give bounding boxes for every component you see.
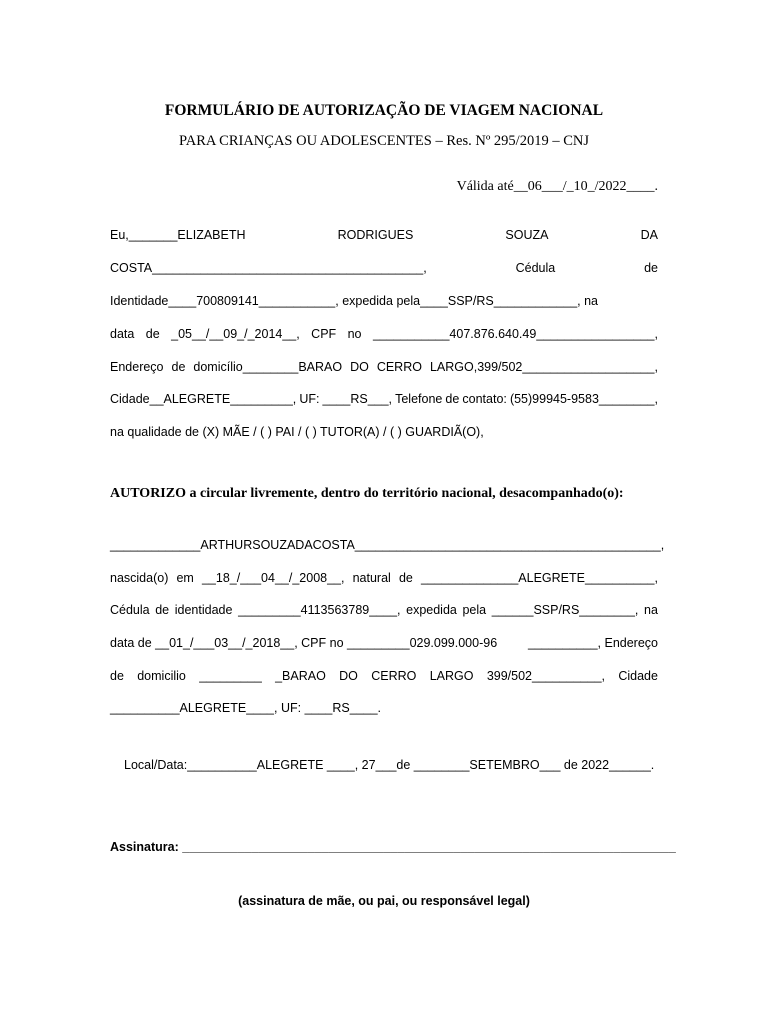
guardian-name-line <box>110 228 658 242</box>
minor-word: 399/502__________, <box>486 669 605 683</box>
guardian-surname-line <box>110 261 658 275</box>
minor-word: ______________ALEGRETE__________, <box>420 571 658 585</box>
minor-word: natural <box>352 571 391 585</box>
guardian-word: contato: <box>462 392 507 406</box>
guardian-word: ___________407.876.640.49_________________, <box>372 327 658 341</box>
minor-name-line <box>110 538 665 552</box>
minor-word: em <box>176 571 194 585</box>
minor-word: __18_/___04__/_2008__, <box>201 571 345 585</box>
minor-word: expedida <box>406 603 457 617</box>
minor-word: pela <box>462 603 487 617</box>
guardian-address-line <box>110 360 658 374</box>
minor-birth-line <box>110 571 658 585</box>
guardian-word: Endereço <box>110 360 164 374</box>
minor-address-line <box>110 669 658 683</box>
minor-word: data de __01_/___03__/_2018__, CPF no _________029.099.000-96 <box>110 636 498 650</box>
guardian-word: pela____SSP/RS____________, <box>396 294 581 308</box>
local-date-line: Local/Data:__________ALEGRETE ____, 27___de ________SETEMBRO___ de 2022______. <box>124 758 655 772</box>
minor-word: DO <box>339 669 358 683</box>
minor-word: _________ <box>199 669 262 683</box>
minor-word: nascida(o) <box>110 571 169 585</box>
minor-city-line: __________ALEGRETE____, UF: ____RS____. <box>110 701 382 715</box>
guardian-word: LARGO,399/502___________________, <box>429 360 658 374</box>
guardian-word: Telefone <box>395 392 443 406</box>
guardian-word: data <box>110 327 135 341</box>
minor-word: __________, Endereço <box>528 636 658 650</box>
minor-word: LARGO <box>429 669 474 683</box>
minor-word: DA <box>295 538 313 552</box>
guardian-word: Eu,_______ELIZABETH <box>110 228 246 242</box>
minor-word: identidade <box>174 603 233 617</box>
guardian-word: DA <box>640 228 658 242</box>
minor-word: domicilio <box>137 669 186 683</box>
guardian-word: CPF <box>311 327 337 341</box>
guardian-date-cpf-line <box>110 327 658 341</box>
validity-line: Válida até__06___/_10_/2022____. <box>456 179 658 194</box>
minor-word: CERRO <box>371 669 417 683</box>
guardian-word: Identidade____700809141___________, <box>110 294 339 308</box>
guardian-word: de <box>145 327 160 341</box>
guardian-word: expedida <box>342 294 393 308</box>
guardian-relationship-line: na qualidade de (X) MÃE / ( ) PAI / ( ) TUTOR(A) / ( ) GUARDIÃ(O), <box>110 425 484 439</box>
signature-line: Assinatura: _______________________________________________________________________ <box>110 840 676 854</box>
guardian-word: UF: <box>299 392 320 406</box>
minor-word: Cidade <box>618 669 658 683</box>
minor-word: ______SSP/RS________, <box>491 603 639 617</box>
guardian-word: domicílio________BARAO <box>193 360 343 374</box>
guardian-word: de <box>445 392 460 406</box>
minor-word: Cédula <box>110 603 150 617</box>
guardian-word: de <box>171 360 186 374</box>
guardian-word: no <box>347 327 362 341</box>
authorization-heading: AUTORIZO a circular livremente, dentro do território nacional, desacompanhado(o): <box>110 486 624 501</box>
guardian-word: Cidade__ALEGRETE_________, <box>110 392 297 406</box>
minor-word: de <box>110 669 124 683</box>
form-subtitle: PARA CRIANÇAS OU ADOLESCENTES – Res. Nº 295/2019 – CNJ <box>178 133 589 149</box>
guardian-city-phone-line <box>110 392 658 406</box>
guardian-word: DO <box>350 360 369 374</box>
minor-word: SOUZA <box>252 538 296 552</box>
minor-word: _BARAO <box>275 669 326 683</box>
guardian-word: SOUZA <box>505 228 549 242</box>
signature-note: (assinatura de mãe, ou pai, ou responsável legal) <box>238 894 530 908</box>
guardian-word: (55)99945-9583________, <box>509 392 658 406</box>
minor-date-cpf-line <box>110 636 658 650</box>
guardian-word: COSTA_______________________________________, <box>110 261 427 275</box>
minor-word: de <box>398 571 413 585</box>
minor-word: _________4113563789____, <box>238 603 401 617</box>
minor-id-line <box>110 603 658 617</box>
guardian-word: _05__/__09_/_2014__, <box>171 327 300 341</box>
minor-word: COSTA____________________________________________, <box>312 538 665 552</box>
guardian-word: na <box>584 294 599 308</box>
minor-word: _____________ARTHUR <box>110 538 253 552</box>
guardian-word: Cédula <box>515 261 556 275</box>
guardian-word: RODRIGUES <box>337 228 414 242</box>
guardian-word: ____RS___, <box>322 392 393 406</box>
minor-word: na <box>644 603 658 617</box>
minor-word: de <box>155 603 170 617</box>
guardian-word: de <box>644 261 658 275</box>
form-title: FORMULÁRIO DE AUTORIZAÇÃO DE VIAGEM NACIONAL <box>164 102 604 119</box>
guardian-id-line <box>110 294 658 308</box>
guardian-word: CERRO <box>376 360 422 374</box>
